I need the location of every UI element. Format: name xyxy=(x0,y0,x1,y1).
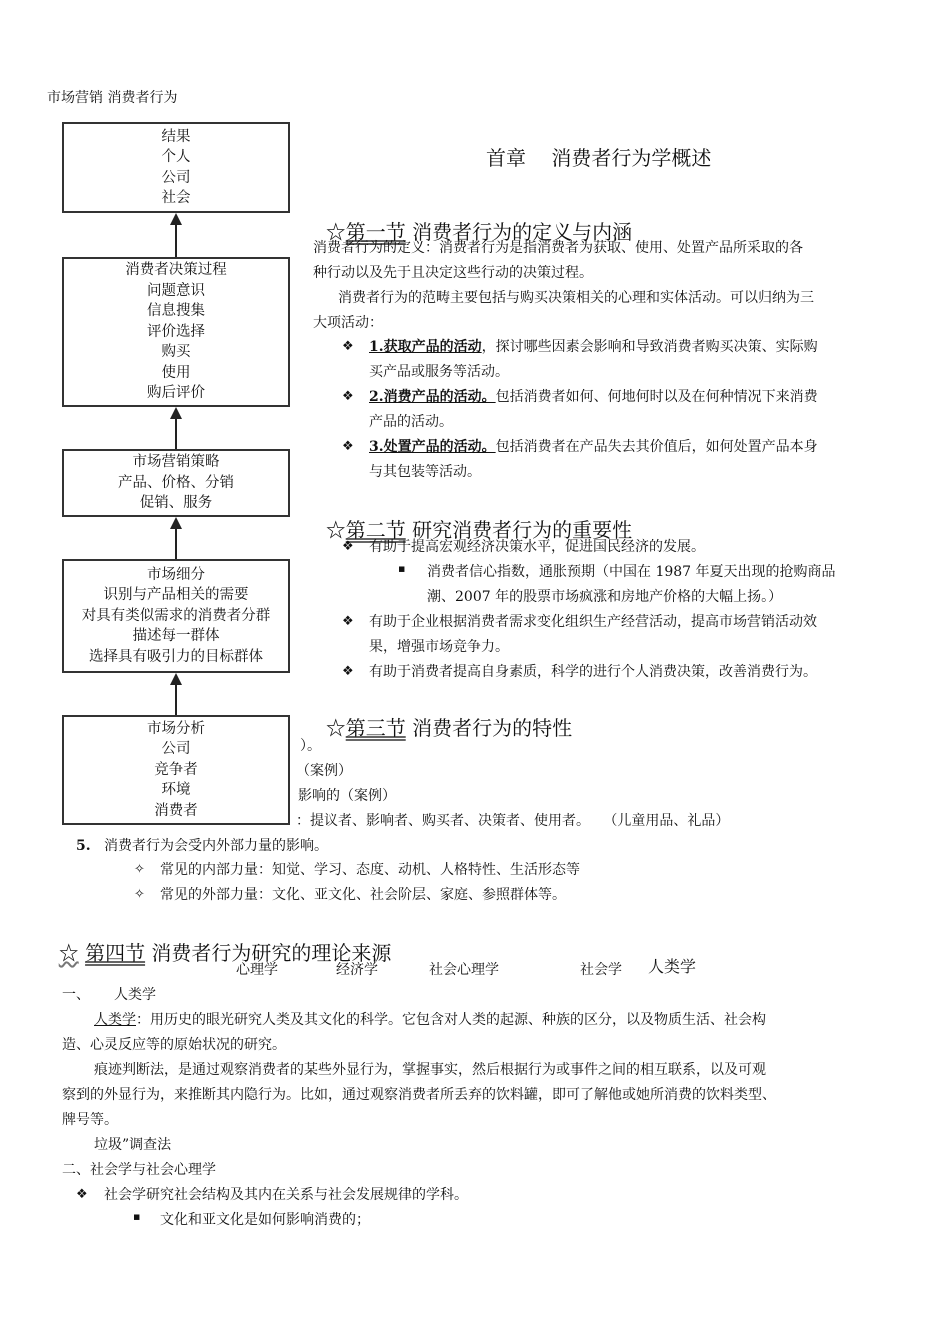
item-text: ，探讨哪些因素会影响和导致消费者购买决策、实际购 xyxy=(481,339,818,355)
flow-line: 使用 xyxy=(161,364,191,381)
section-3-heading xyxy=(313,688,572,741)
text-fragment: （案例） xyxy=(296,763,352,779)
term: 人类学 xyxy=(94,1012,136,1028)
item-number: 5. xyxy=(76,838,91,854)
star-icon: ☆ xyxy=(58,941,79,965)
flow-line: 社会 xyxy=(161,190,191,206)
subsection-title: 二、社会学与社会心理学 xyxy=(62,1162,216,1178)
paragraph-line: 造、心灵反应等的原始状况的研究。 xyxy=(62,1037,286,1053)
flow-line: 竞争者 xyxy=(154,761,198,778)
flow-line: 市场营销策略 xyxy=(132,454,220,471)
flow-line: 消费者 xyxy=(154,802,198,819)
flow-box-decision-process xyxy=(62,257,290,407)
flow-box-segmentation xyxy=(62,559,290,673)
section-label: 第二节 xyxy=(345,518,406,542)
diamond-outline-bullet-icon: ✧ xyxy=(134,887,145,902)
paragraph-line: 垃圾”调查法 xyxy=(94,1137,172,1153)
discipline-label: 人类学 xyxy=(648,957,697,976)
list-item-cont: 买产品或服务等活动。 xyxy=(369,364,509,380)
paragraph-line: 消费者行为的范畴主要包括与购买决策相关的心理和实体活动。可以归纳为三 xyxy=(338,290,814,306)
sub-list-item: 常见的内部力量：知觉、学习、态度、动机、人格特性、生活形态等 xyxy=(160,862,580,878)
list-item: 消费者行为会受内外部力量的影响。 xyxy=(104,838,328,854)
arrow-shaft xyxy=(175,528,177,559)
list-item: 有助于提高宏观经济决策水平，促进国民经济的发展。 xyxy=(369,539,705,555)
subsection-title: 人类学 xyxy=(114,987,156,1003)
diamond-bullet-icon: ❖ xyxy=(342,664,354,679)
page-header: 市场营销 消费者行为 xyxy=(47,90,178,106)
star-icon: ☆ xyxy=(325,518,346,542)
flow-box-market-analysis xyxy=(62,715,290,825)
flow-line: 选择具有吸引力的目标群体 xyxy=(89,648,263,665)
text-fragment: ）。 xyxy=(300,738,321,754)
flow-line: 购买 xyxy=(161,344,191,361)
square-bullet-icon: ▪ xyxy=(398,562,406,575)
list-item-cont: 果，增强市场竞争力。 xyxy=(369,639,509,655)
star-icon: ☆ xyxy=(325,220,346,244)
section-label: 第一节 xyxy=(345,220,406,244)
list-item-cont: 产品的活动。 xyxy=(369,414,453,430)
item-head: 2.消费产品的活动。 xyxy=(369,389,496,405)
list-item: 有助于消费者提高自身素质，科学的进行个人消费决策，改善消费行为。 xyxy=(369,664,817,680)
flow-line: 促销、服务 xyxy=(139,495,213,512)
flow-line: 问题意识 xyxy=(147,282,205,299)
flow-line: 消费者决策过程 xyxy=(125,262,227,279)
chapter-title: 首章 消费者行为学概述 xyxy=(486,146,712,170)
paragraph-line: 察到的外显行为，来推断其内隐行为。比如，通过观察消费者所丢弃的饮料罐，即可了解他或她所消费的饮料类型、 xyxy=(62,1087,776,1103)
flow-line: 公司 xyxy=(161,741,191,758)
diamond-outline-bullet-icon: ✧ xyxy=(134,862,145,877)
list-item-cont: 与其包装等活动。 xyxy=(369,464,481,480)
sub-list-item: 文化和亚文化是如何影响消费的； xyxy=(160,1212,370,1228)
sub-list-item: 常见的外部力量：文化、亚文化、社会阶层、家庭、参照群体等。 xyxy=(160,887,566,903)
item-text: 包括消费者在产品失去其价值后，如何处置产品本身 xyxy=(495,439,818,455)
arrow-shaft xyxy=(175,224,177,257)
paragraph-line xyxy=(94,1008,766,1032)
text-fragment: ：提议者、影响者、购买者、决策者、使用者。 （儿童用品、礼品） xyxy=(296,813,730,829)
section-title: 消费者行为研究的理论来源 xyxy=(145,941,392,965)
item-text: 包括消费者如何、何地何时以及在何种情况下来消费 xyxy=(495,389,818,405)
flow-line: 信息搜集 xyxy=(147,303,205,320)
flow-line: 环境 xyxy=(161,782,191,799)
diamond-bullet-icon: ❖ xyxy=(342,614,354,629)
section-label: 第三节 xyxy=(345,716,406,740)
item-head: 3.处置产品的活动。 xyxy=(369,439,496,455)
diamond-bullet-icon: ❖ xyxy=(76,1187,88,1202)
list-item: 有助于企业根据消费者需求变化组织生产经营活动，提高市场营销活动效 xyxy=(369,614,817,630)
list-item xyxy=(369,385,818,409)
flow-line: 个人 xyxy=(161,149,191,165)
list-item xyxy=(369,435,818,459)
paragraph-line: 牌号等。 xyxy=(62,1112,118,1128)
arrow-shaft xyxy=(175,418,177,449)
section-label: 第四节 xyxy=(85,941,146,965)
flow-box-marketing-strategy xyxy=(62,449,290,517)
flow-line: 市场分析 xyxy=(147,720,205,737)
paragraph-line: 痕迹判断法，是通过观察消费者的某些外显行为，掌握事实，然后根据行为或事件之间的相互联系，以及可观 xyxy=(94,1062,766,1078)
flow-line: 市场细分 xyxy=(147,566,205,583)
diamond-bullet-icon: ❖ xyxy=(342,389,354,404)
flow-line: 结果 xyxy=(161,128,191,145)
discipline-label: 心理学 xyxy=(236,962,278,978)
arrow-shaft xyxy=(175,684,177,715)
flow-line: 购后评价 xyxy=(147,385,205,402)
paragraph-line: 大项活动： xyxy=(313,315,383,331)
section-title: 消费者行为的定义与内涵 xyxy=(405,220,633,244)
sub-list-item: 消费者信心指数，通胀预期（中国在 1987 年夏天出现的抢购商品 xyxy=(427,564,836,580)
paragraph-line: 消费者行为的定义：消费者行为是指消费者为获取、使用、处置产品所采取的各 xyxy=(313,240,803,256)
subsection-number: 一、 xyxy=(62,987,90,1003)
paragraph-line: 种行动以及先于且决定这些行动的决策过程。 xyxy=(313,265,593,281)
discipline-label: 社会学 xyxy=(580,962,622,978)
section-title: 研究消费者行为的重要性 xyxy=(405,518,633,542)
definition: ：用历史的眼光研究人类及其文化的科学。它包含对人类的起源、种族的区分，以及物质生活、社会构 xyxy=(136,1012,766,1028)
flow-line: 评价选择 xyxy=(147,323,205,340)
flow-line: 识别与产品相关的需要 xyxy=(103,587,249,604)
list-item xyxy=(369,335,818,359)
section-title: 消费者行为的特性 xyxy=(405,716,573,740)
flow-line: 描述每一群体 xyxy=(132,628,220,645)
flow-box-outcomes xyxy=(62,122,290,213)
flow-line: 产品、价格、分销 xyxy=(118,474,234,491)
flow-line: 对具有类似需求的消费者分群 xyxy=(81,607,271,624)
diamond-bullet-icon: ❖ xyxy=(342,539,354,554)
diamond-bullet-icon: ❖ xyxy=(342,439,354,454)
list-item: 社会学研究社会结构及其内在关系与社会发展规律的学科。 xyxy=(104,1187,468,1203)
item-head: 1.获取产品的活动 xyxy=(369,339,482,355)
star-icon: ☆ xyxy=(325,716,346,740)
diamond-bullet-icon: ❖ xyxy=(342,339,354,354)
text-fragment: 影响的（案例） xyxy=(298,788,396,804)
sub-list-item-cont: 潮、2007 年的股票市场疯涨和房地产价格的大幅上扬。） xyxy=(427,589,783,605)
flow-line: 公司 xyxy=(161,169,191,186)
square-bullet-icon: ▪ xyxy=(133,1210,141,1223)
discipline-label: 社会心理学 xyxy=(429,962,499,978)
discipline-label: 经济学 xyxy=(336,962,378,978)
